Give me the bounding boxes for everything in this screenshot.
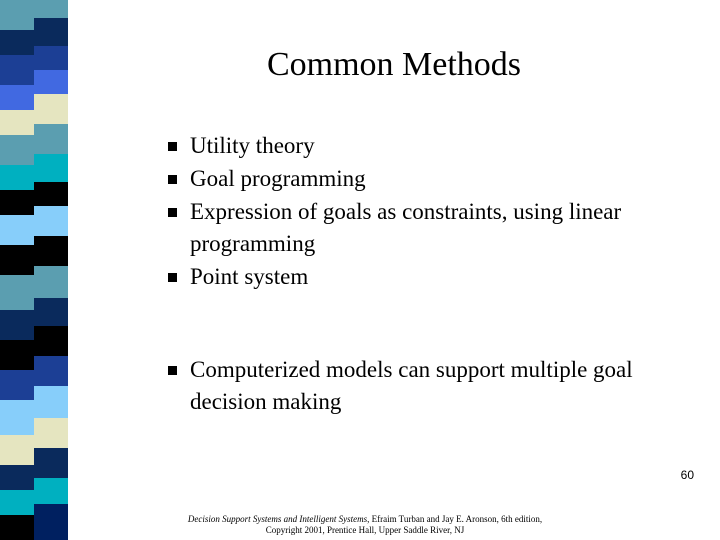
stripe-block: [34, 94, 68, 124]
stripe-block: [34, 18, 68, 46]
citation-authors: , Efraim Turban and Jay E. Aronson, 6th edition,: [367, 514, 543, 524]
stripe-block: [34, 70, 68, 94]
stripe-block: [34, 182, 68, 206]
square-bullet-icon: [168, 366, 177, 375]
bullet-text: Expression of goals as constraints, using linear programming: [190, 199, 622, 256]
stripe-block: [34, 418, 68, 448]
bullet-text: Computerized models can support multiple goal decision making: [190, 357, 633, 414]
stripe-block: [34, 0, 68, 18]
stripe-block: [34, 478, 68, 504]
stripe-block: [0, 515, 34, 540]
page-number: 60: [680, 468, 694, 482]
stripe-block: [0, 245, 34, 275]
stripe-block: [0, 165, 34, 190]
stripe-block: [34, 206, 68, 236]
stripe-block: [34, 154, 68, 182]
citation-copyright: Copyright 2001, Prentice Hall, Upper Saddle River, NJ: [265, 525, 465, 535]
stripe-block: [0, 0, 34, 30]
stripe-block: [0, 310, 34, 340]
square-bullet-icon: [168, 175, 177, 184]
bullet-item: [160, 130, 680, 162]
square-bullet-icon: [168, 142, 177, 151]
stripe-block: [0, 85, 34, 110]
stripe-block: [34, 236, 68, 266]
stripe-block: [34, 298, 68, 326]
bullet-item: [160, 196, 680, 260]
stripe-block: [0, 275, 34, 310]
bullet-item: [160, 163, 680, 195]
stripe-block: [0, 135, 34, 165]
slide-title: Common Methods: [266, 46, 522, 83]
stripe-block: [34, 448, 68, 478]
square-bullet-icon: [168, 273, 177, 282]
bullet-item: [160, 354, 680, 418]
stripe-block: [0, 370, 34, 400]
decorative-stripe-bar: [0, 0, 68, 540]
square-bullet-icon: [168, 208, 177, 217]
bullet-text: Utility theory: [190, 133, 315, 158]
stripe-block: [34, 124, 68, 154]
stripe-block: [0, 30, 34, 55]
stripe-block: [0, 215, 34, 245]
stripe-block: [0, 400, 34, 435]
stripe-block: [0, 490, 34, 515]
stripe-block: [34, 46, 68, 70]
stripe-block: [0, 55, 34, 85]
bullet-text: Point system: [190, 264, 309, 289]
bullet-text: Goal programming: [190, 166, 366, 191]
citation-footer: [150, 514, 580, 536]
stripe-block: [34, 356, 68, 386]
stripe-block: [0, 435, 34, 465]
citation-book-title: Decision Support Systems and Intelligent Systems: [187, 514, 368, 524]
stripe-block: [34, 326, 68, 356]
stripe-block: [0, 465, 34, 490]
stripe-block: [0, 340, 34, 370]
bullet-item: [160, 261, 680, 293]
stripe-block: [34, 504, 68, 540]
stripe-block: [34, 386, 68, 418]
stripe-block: [34, 266, 68, 298]
